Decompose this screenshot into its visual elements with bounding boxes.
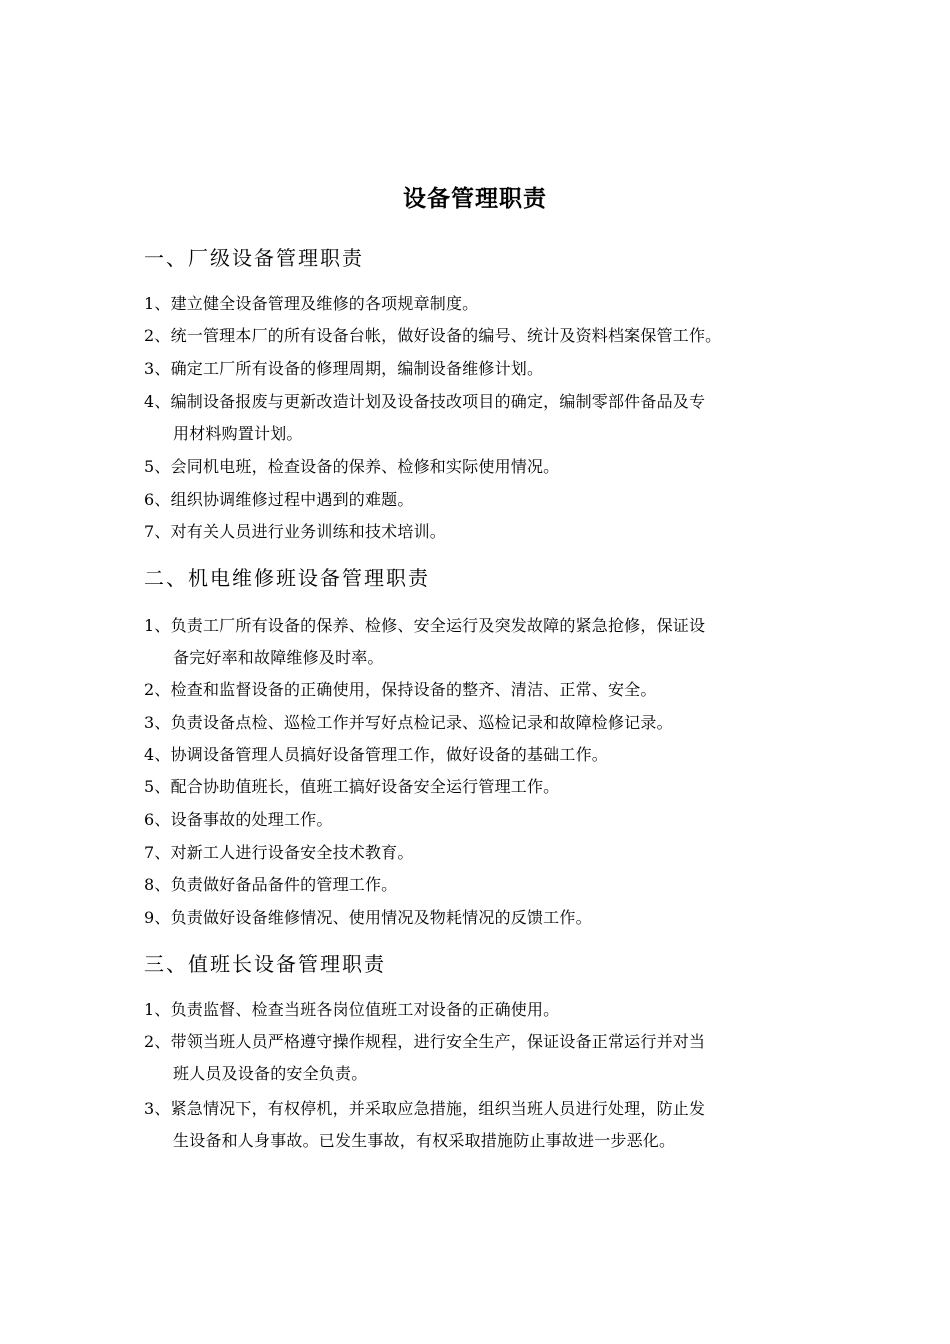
list-item: 1、负责工厂所有设备的保养、检修、安全运行及突发故障的紧急抢修，保证设 备完好率和故障维修及时率。 [144, 616, 706, 667]
list-item: 2、检查和监督设备的正确使用，保持设备的整齐、清洁、正常、安全。 [144, 680, 657, 699]
list-item: 4、协调设备管理人员搞好设备管理工作，做好设备的基础工作。 [144, 745, 608, 764]
document-title: 设备管理职责 [403, 185, 547, 212]
section-heading-1: 一、厂级设备管理职责 [144, 246, 364, 270]
list-item: 8、负责做好备品备件的管理工作。 [144, 875, 398, 894]
list-item: 2、统一管理本厂的所有设备台帐，做好设备的编号、统计及资料档案保管工作。 [144, 326, 722, 345]
list-item: 6、组织协调维修过程中遇到的难题。 [144, 490, 414, 509]
list-item: 5、配合协助值班长，值班工搞好设备安全运行管理工作。 [144, 777, 560, 796]
list-item: 3、紧急情况下，有权停机，并采取应急措施，组织当班人员进行处理，防止发 生设备和人身事故。已发生事故，有权采取措施防止事故进一步恶化。 [144, 1099, 706, 1150]
list-item: 7、对新工人进行设备安全技术教育。 [144, 843, 414, 862]
list-item: 9、负责做好设备维修情况、使用情况及物耗情况的反馈工作。 [144, 908, 592, 927]
list-item: 3、确定工厂所有设备的修理周期，编制设备维修计划。 [144, 359, 544, 378]
list-item: 1、负责监督、检查当班各岗位值班工对设备的正确使用。 [144, 1000, 560, 1019]
list-item: 1、建立健全设备管理及维修的各项规章制度。 [144, 294, 479, 313]
section-heading-3: 三、值班长设备管理职责 [144, 952, 386, 976]
section-heading-2: 二、机电维修班设备管理职责 [144, 566, 430, 590]
list-item: 4、编制设备报废与更新改造计划及设备技改项目的确定，编制零部件备品及专 用材料购置计划。 [144, 392, 706, 443]
list-item: 3、负责设备点检、巡检工作并写好点检记录、巡检记录和故障检修记录。 [144, 713, 673, 732]
list-item: 5、会同机电班，检查设备的保养、检修和实际使用情况。 [144, 457, 560, 476]
list-item: 7、对有关人员进行业务训练和技术培训。 [144, 522, 446, 541]
list-item: 6、设备事故的处理工作。 [144, 810, 333, 829]
list-item: 2、带领当班人员严格遵守操作规程，进行安全生产，保证设备正常运行并对当 班人员及设备的安全负责。 [144, 1032, 706, 1083]
